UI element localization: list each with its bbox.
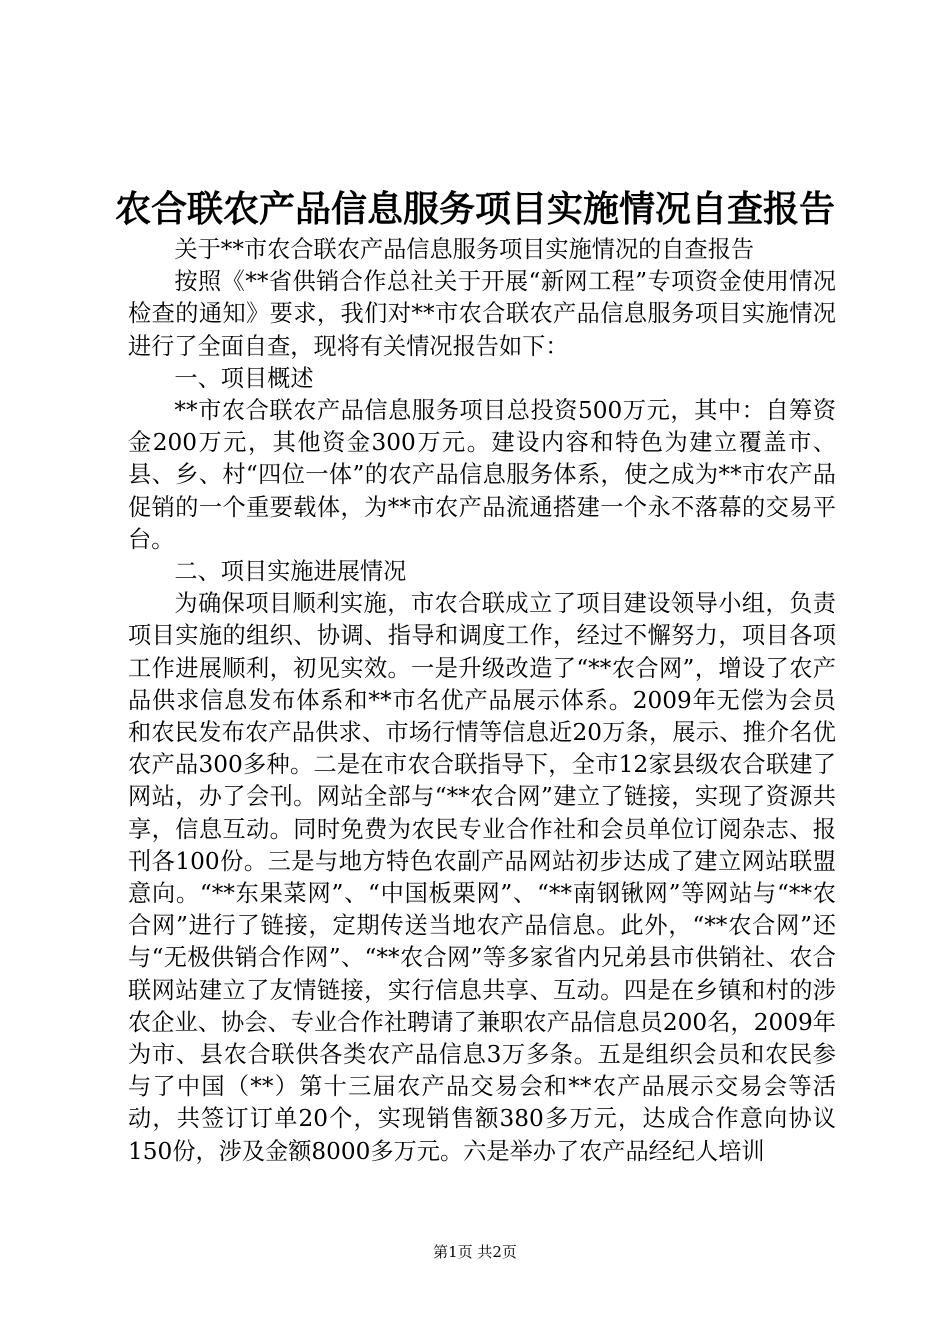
section-heading-overview: 一、项目概述 bbox=[174, 364, 314, 392]
paragraph-intro: 按照《**省供销合作总社关于开展“新网工程”专项资金使用情况检查的通知》要求，我们对**市农合联农产品信息服务项目实施情况进行了全面自查，现将有关情况报告如下： bbox=[128, 268, 836, 360]
document-body bbox=[128, 234, 836, 1168]
page-footer: 第1页 共2页 bbox=[433, 1243, 517, 1261]
document-title: 农合联农产品信息服务项目实施情况自查报告 bbox=[114, 189, 835, 230]
paragraph-progress: 为确保项目顺利实施，市农合联成立了项目建设领导小组，负责项目实施的组织、协调、指导和调度工作，经过不懈努力，项目各项工作进展顺利，初见实效。一是升级改造了“**农合网”，增设了农产品供求信息发布体系和**市名优产品展示体系。2009年无偿为会员和农民发布农产品供求、市场行情等信息近20万条，展示、推介名优农产品300多种。二是在市农合联指导下，全市12家县级农合联建了网站，办了会刊。网站全部与“**农合网”建立了链接，实现了资源共享，信息互动。同时免费为农民专业合作社和会员单位订阅杂志、报刊各100份。三是与地方特色农副产品网站初步达成了建立网站联盟意向。“**东果菜网”、“中国板栗网”、“**南钢锹网”等网站与“**农合网”进行了链接，定期传送当地农产品信息。此外，“**农合网”还与“无极供销合作网”、“**农合网”等多家省内兄弟县市供销社、农合联网站建立了友情链接，实行信息共享、互动。四是在乡镇和村的涉农企业、协会、专业合作社聘请了兼职农产品信息员200名，2009年为市、县农合联供各类农产品信息3万多条。五是组织会员和农民参与了中国（**）第十三届农产品交易会和**农产品展示交易会等活动，共签订订单20个，实现销售额380多万元，达成合作意向协议150份，涉及金额8000多万元。六是举办了农产品经纪人培训 bbox=[128, 590, 836, 1165]
section-heading-progress: 二、项目实施进展情况 bbox=[174, 558, 407, 586]
paragraph-subtitle: 关于**市农合联农产品信息服务项目实施情况的自查报告 bbox=[174, 236, 755, 263]
paragraph-overview: **市农合联农产品信息服务项目总投资500万元，其中：自筹资金200万元，其他资金300万元。建设内容和特色为建立覆盖市、县、乡、村“四位一体”的农产品信息服务体系，使之成为**市农产品促销的一个重要载体，为**市农产品流通搭建一个永不落幕的交易平台。 bbox=[128, 397, 836, 553]
